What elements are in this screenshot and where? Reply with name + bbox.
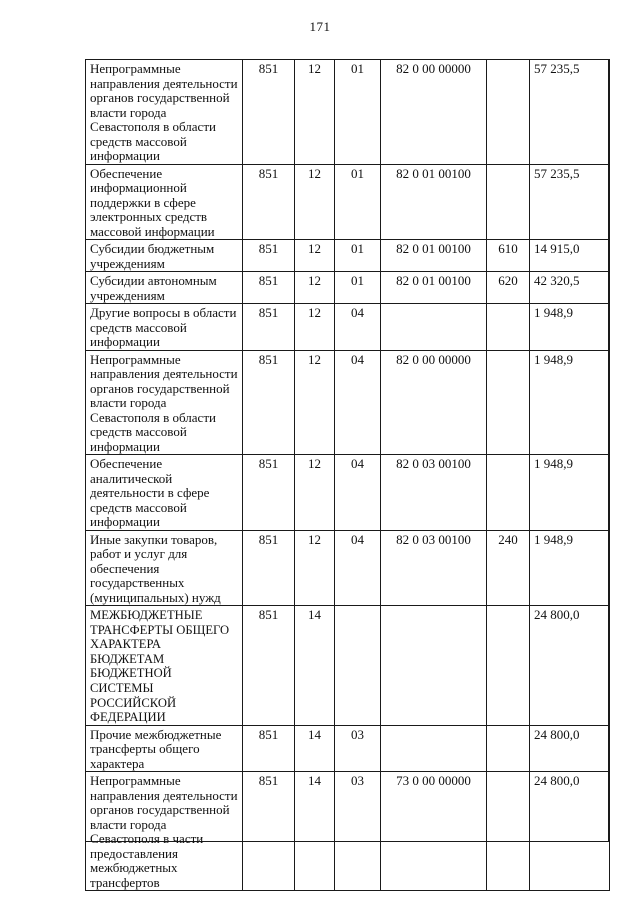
table-row — [86, 164, 610, 240]
row-section: 14 — [295, 772, 335, 891]
row-article — [381, 725, 487, 772]
row-subsection — [335, 606, 381, 726]
table-row — [86, 772, 610, 891]
row-expense-type: 620 — [487, 272, 530, 304]
row-subsection: 01 — [335, 60, 381, 165]
row-subsection: 04 — [335, 530, 381, 606]
row-section: 12 — [295, 272, 335, 304]
row-dept: 851 — [243, 272, 295, 304]
row-amount: 24 800,0 — [530, 725, 610, 772]
table-row — [86, 606, 610, 726]
row-section: 14 — [295, 606, 335, 726]
row-dept: 851 — [243, 350, 295, 455]
row-subsection: 04 — [335, 350, 381, 455]
row-section: 12 — [295, 60, 335, 165]
row-subsection: 01 — [335, 272, 381, 304]
row-section: 12 — [295, 164, 335, 240]
row-section: 12 — [295, 240, 335, 272]
row-dept: 851 — [243, 164, 295, 240]
row-section: 12 — [295, 350, 335, 455]
row-amount: 1 948,9 — [530, 455, 610, 531]
row-expense-type: 240 — [487, 530, 530, 606]
row-section: 14 — [295, 725, 335, 772]
row-name: Обеспечение аналитической деятельности в сфере средств массовой информации — [86, 455, 243, 531]
row-section: 12 — [295, 304, 335, 351]
row-expense-type — [487, 772, 530, 891]
row-article: 73 0 00 00000 — [381, 772, 487, 891]
row-subsection: 01 — [335, 164, 381, 240]
row-dept: 851 — [243, 60, 295, 165]
row-dept: 851 — [243, 606, 295, 726]
table-row — [86, 304, 610, 351]
row-subsection: 01 — [335, 240, 381, 272]
row-expense-type — [487, 725, 530, 772]
row-expense-type — [487, 164, 530, 240]
row-dept: 851 — [243, 772, 295, 891]
row-name: Субсидии бюджетным учреждениям — [86, 240, 243, 272]
row-amount: 42 320,5 — [530, 272, 610, 304]
row-expense-type: 610 — [487, 240, 530, 272]
row-name: МЕЖБЮДЖЕТНЫЕ ТРАНСФЕРТЫ ОБЩЕГО ХАРАКТЕРА БЮДЖЕТАМ БЮДЖЕТНОЙ СИСТЕМЫ РОССИЙСКОЙ ФЕДЕРАЦИИ — [86, 606, 243, 726]
table-row — [86, 272, 610, 304]
row-expense-type — [487, 606, 530, 726]
row-name: Непрограммные направления деятельности органов государственной власти города Севастополя в области средств массовой информации — [86, 350, 243, 455]
table-row — [86, 350, 610, 455]
row-dept: 851 — [243, 455, 295, 531]
row-name: Другие вопросы в области средств массовой информации — [86, 304, 243, 351]
row-name: Непрограммные направления деятельности органов государственной власти города Севастополя в части предоставления межбюджетных трансфертов — [86, 772, 243, 891]
row-subsection: 03 — [335, 725, 381, 772]
row-subsection: 03 — [335, 772, 381, 891]
row-article: 82 0 03 00100 — [381, 455, 487, 531]
row-amount: 57 235,5 — [530, 60, 610, 165]
row-amount: 57 235,5 — [530, 164, 610, 240]
table-row — [86, 455, 610, 531]
budget-table — [85, 59, 610, 891]
row-amount: 14 915,0 — [530, 240, 610, 272]
row-expense-type — [487, 304, 530, 351]
row-article: 82 0 00 00000 — [381, 60, 487, 165]
row-dept: 851 — [243, 304, 295, 351]
table-row — [86, 725, 610, 772]
row-amount: 1 948,9 — [530, 530, 610, 606]
row-subsection: 04 — [335, 455, 381, 531]
table-row — [86, 60, 610, 165]
row-amount: 24 800,0 — [530, 772, 610, 891]
table-row — [86, 530, 610, 606]
row-article — [381, 606, 487, 726]
row-section: 12 — [295, 455, 335, 531]
row-article: 82 0 01 00100 — [381, 164, 487, 240]
row-article: 82 0 01 00100 — [381, 240, 487, 272]
row-expense-type — [487, 350, 530, 455]
row-article — [381, 304, 487, 351]
row-name: Прочие межбюджетные трансферты общего характера — [86, 725, 243, 772]
row-name: Субсидии автономным учреждениям — [86, 272, 243, 304]
row-article: 82 0 00 00000 — [381, 350, 487, 455]
row-amount: 24 800,0 — [530, 606, 610, 726]
row-article: 82 0 03 00100 — [381, 530, 487, 606]
row-article: 82 0 01 00100 — [381, 272, 487, 304]
row-name: Обеспечение информационной поддержки в сфере электронных средств массовой информации — [86, 164, 243, 240]
row-name: Иные закупки товаров, работ и услуг для обеспечения государственных (муниципальных) нужд — [86, 530, 243, 606]
row-expense-type — [487, 455, 530, 531]
row-amount: 1 948,9 — [530, 350, 610, 455]
row-dept: 851 — [243, 240, 295, 272]
row-subsection: 04 — [335, 304, 381, 351]
row-name: Непрограммные направления деятельности органов государственной власти города Севастополя в области средств массовой информации — [86, 60, 243, 165]
row-amount: 1 948,9 — [530, 304, 610, 351]
row-expense-type — [487, 60, 530, 165]
row-section: 12 — [295, 530, 335, 606]
row-dept: 851 — [243, 725, 295, 772]
page-number: 171 — [309, 19, 331, 34]
row-dept: 851 — [243, 530, 295, 606]
table-row — [86, 240, 610, 272]
